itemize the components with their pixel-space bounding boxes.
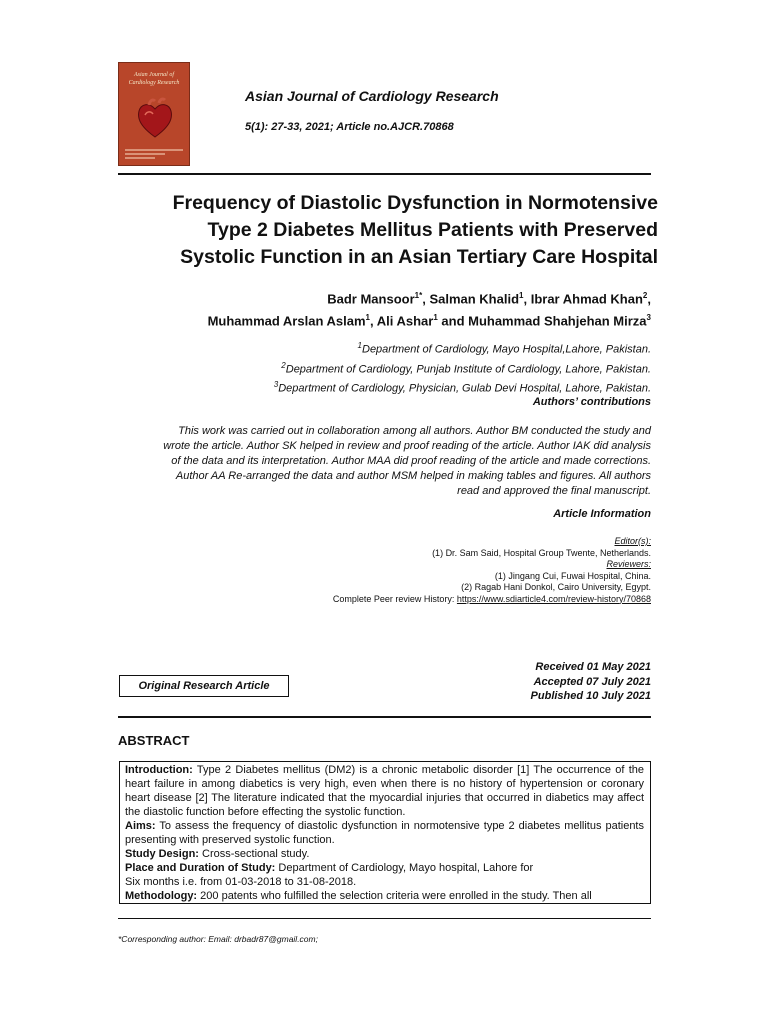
contribution-line: wrote the article. Author SK helped in review and proof reading of the article. Author IAK did analysis (163, 440, 651, 452)
title-line: Frequency of Diastolic Dysfunction in Normotensive (172, 192, 658, 214)
accepted-date: Accepted 07 July 2021 (533, 675, 651, 688)
abstract-place-continued: Six months i.e. from 01-03-2018 to 31-08-2018. (125, 876, 357, 888)
abstract-box (119, 761, 651, 904)
peer-review-link[interactable]: https://www.sdiarticle4.com/review-history/70868 (456, 593, 651, 604)
affiliation-item (118, 358, 651, 378)
contributions-text (118, 424, 651, 499)
contribution-line: This work was carried out in collaboration among all authors. Author BM conducted the study and (178, 425, 651, 437)
author-name: , Salman Khalid (422, 291, 520, 307)
author-sup: 1 (365, 313, 370, 323)
section-label: Introduction: (125, 764, 193, 776)
section-text: Department of Cardiology, Mayo hospital, Lahore for (275, 862, 534, 874)
section-text: To assess the frequency of diastolic dysfunction in normotensive type 2 diabetes mellitus patients presenting with preserved systolic function. (125, 820, 644, 846)
author-line-2 (118, 308, 651, 330)
affiliation-text: Department of Cardiology, Mayo Hospital,Lahore, Pakistan. (362, 343, 651, 356)
received-date: Received 01 May 2021 (535, 661, 651, 673)
author-sup: 1 (519, 291, 524, 300)
author-separator: , (647, 291, 651, 307)
contribution-line: read and approved the final manuscript. (457, 485, 651, 497)
abstract-introduction (125, 763, 644, 819)
author-sup: 3 (646, 313, 651, 323)
article-type-box: Original Research Article (119, 675, 289, 697)
article-title (110, 190, 658, 271)
abstract-divider (118, 716, 651, 718)
author-name: Muhammad Arslan Aslam (207, 313, 366, 329)
heart-icon (133, 97, 177, 141)
section-label: Methodology: (125, 890, 198, 902)
reviewers-label: Reviewers: (606, 559, 651, 569)
editors-label: Editor(s): (614, 536, 651, 546)
affiliation-text: Department of Cardiology, Physician, Gulab Devi Hospital, Lahore, Pakistan. (278, 382, 651, 395)
editors-reviewers (118, 536, 651, 605)
author-sup: 1 (433, 313, 438, 323)
author-list (118, 286, 651, 331)
affiliation-sup: 1 (357, 341, 362, 350)
author-name: , Ali Ashar (369, 313, 434, 329)
abstract-design (125, 847, 644, 861)
affiliation-sup: 3 (273, 380, 279, 390)
section-label: Aims: (125, 820, 156, 832)
author-name: Badr Mansoor (327, 291, 415, 307)
reviewer-item: (1) Jingang Cui, Fuwai Hospital, China. (494, 570, 651, 581)
peer-review-label: Complete Peer review History: (332, 593, 457, 604)
footnote-divider (118, 918, 651, 919)
contribution-line: Author AA Re-arranged the data and author MSM helped in making tables and figures. All authors (175, 470, 651, 482)
affiliations (118, 338, 651, 397)
header-divider (118, 173, 651, 175)
cover-title-line2: Cardiology Research (128, 80, 180, 86)
contributions-heading: Authors’ contributions (532, 396, 651, 408)
affiliation-sup: 2 (281, 360, 286, 370)
journal-cover-image (118, 62, 190, 166)
abstract-aims (125, 819, 644, 847)
article-info-heading: Article Information (553, 508, 651, 520)
section-text: Cross-sectional study. (198, 848, 310, 860)
publication-dates (400, 660, 651, 704)
affiliation-item (118, 338, 651, 358)
reviewer-item: (2) Ragab Hani Donkol, Cairo University, Egypt. (461, 582, 651, 592)
cover-text-lines (119, 147, 189, 161)
journal-name: Asian Journal of Cardiology Research (245, 88, 499, 104)
section-text: Type 2 Diabetes mellitus (DM2) is a chronic metabolic disorder [1] The occurrence of the heart failure in among diabetics is very high, even when there is no history of hypertension or coronary heart disease [2] The literature indicated that the myocardial injuries that occurred in diabetics may affect the diastolic function before effecting the systolic function. (125, 764, 644, 818)
affiliation-text: Department of Cardiology, Punjab Institute of Cardiology, Lahore, Pakistan. (285, 363, 651, 376)
section-text: 200 patents who fulfilled the selection criteria were enrolled in the study. Then all (197, 890, 592, 902)
author-sup: 1* (414, 291, 423, 300)
abstract-heading: ABSTRACT (118, 733, 190, 748)
corresponding-author-footnote: *Corresponding author: Email: drbadr87@gmail.com; (118, 934, 318, 944)
author-line-1 (118, 286, 651, 308)
journal-issue: 5(1): 27-33, 2021; Article no.AJCR.70868 (245, 121, 454, 133)
title-line: Type 2 Diabetes Mellitus Patients with Preserved (207, 219, 658, 241)
abstract-methodology (125, 889, 644, 903)
affiliation-item (118, 377, 651, 397)
author-name: , Ibrar Ahmad Khan (523, 291, 643, 307)
contribution-line: of the data and its interpretation. Author MAA did proof reading of the article and made corrections. (171, 455, 651, 467)
peer-review-line (118, 594, 651, 606)
section-label: Place and Duration of Study: (125, 862, 276, 874)
author-sup: 2 (642, 291, 648, 300)
title-line: Systolic Function in an Asian Tertiary Care Hospital (180, 246, 658, 268)
published-date: Published 10 July 2021 (530, 690, 651, 702)
abstract-place (125, 861, 644, 875)
cover-title-line1: Asian Journal of (134, 72, 174, 78)
author-name: and Muhammad Shahjehan Mirza (437, 313, 647, 329)
editor-item: (1) Dr. Sam Said, Hospital Group Twente, Netherlands. (432, 547, 651, 558)
section-label: Study Design: (125, 848, 199, 860)
